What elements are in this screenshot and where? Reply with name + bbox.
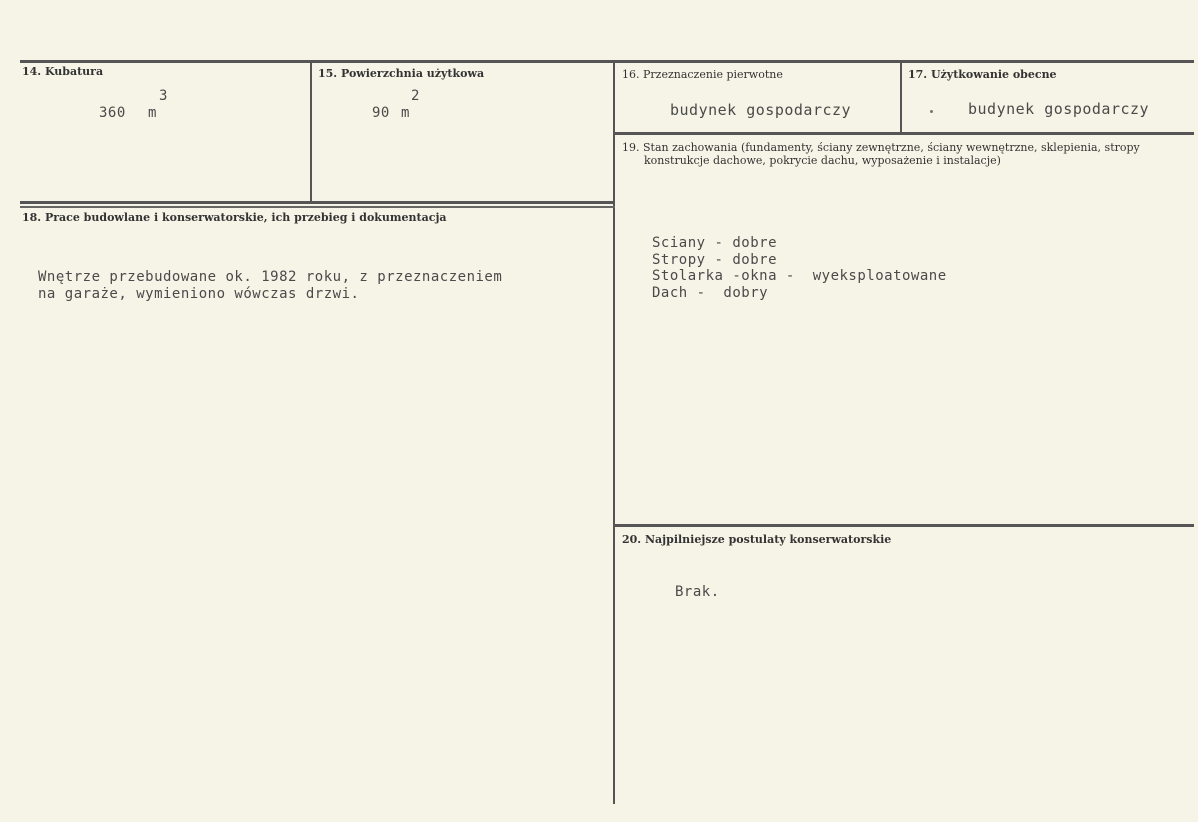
divider-16-17 <box>900 62 902 134</box>
stan-line-3: Stolarka -okna - wyeksploatowane <box>652 268 947 284</box>
stray-mark <box>930 110 933 113</box>
kubatura-value: 360 <box>99 105 126 121</box>
postulaty-label: 20. Najpilniejsze postulaty konserwatorskie <box>622 533 892 546</box>
rule-under-16-17 <box>615 132 1194 135</box>
top-rule <box>20 60 1194 63</box>
stan-line-2: Stropy - dobre <box>652 252 778 268</box>
rule-above-18 <box>20 206 615 208</box>
kubatura-exponent: 3 <box>159 88 168 104</box>
stan-label-line-2: konstrukcje dachowe, pokrycie dachu, wyposażenie i instalacje) <box>644 154 1001 167</box>
prace-line-2: na garaże, wymieniono wówczas drzwi. <box>38 286 360 302</box>
rule-under-14-15 <box>20 201 615 204</box>
przeznaczenie-value: budynek gospodarczy <box>670 101 852 119</box>
uzytkowanie-value: budynek gospodarczy <box>968 100 1150 118</box>
powierzchnia-value: 90 <box>372 105 390 121</box>
uzytkowanie-label: 17. Użytkowanie obecne <box>908 68 1057 81</box>
stan-line-4: Dach - dobry <box>652 285 769 301</box>
powierzchnia-unit: m <box>401 105 410 121</box>
postulaty-value: Brak. <box>675 584 720 600</box>
powierzchnia-label: 15. Powierzchnia użytkowa <box>318 67 485 80</box>
powierzchnia-exponent: 2 <box>411 88 420 104</box>
center-divider <box>613 62 615 804</box>
rule-above-20 <box>615 524 1194 527</box>
przeznaczenie-label: 16. Przeznaczenie pierwotne <box>622 68 783 81</box>
divider-14-15 <box>310 62 312 203</box>
stan-label-line-1: 19. Stan zachowania (fundamenty, ściany zewnętrzne, ściany wewnętrzne, sklepienia, stropy <box>622 141 1140 154</box>
prace-label: 18. Prace budowlane i konserwatorskie, ich przebieg i dokumentacja <box>22 211 447 224</box>
prace-line-1: Wnętrze przebudowane ok. 1982 roku, z przeznaczeniem <box>38 269 503 285</box>
kubatura-label: 14. Kubatura <box>22 65 104 78</box>
stan-line-1: Sciany - dobre <box>652 235 778 251</box>
kubatura-unit: m <box>148 105 157 121</box>
